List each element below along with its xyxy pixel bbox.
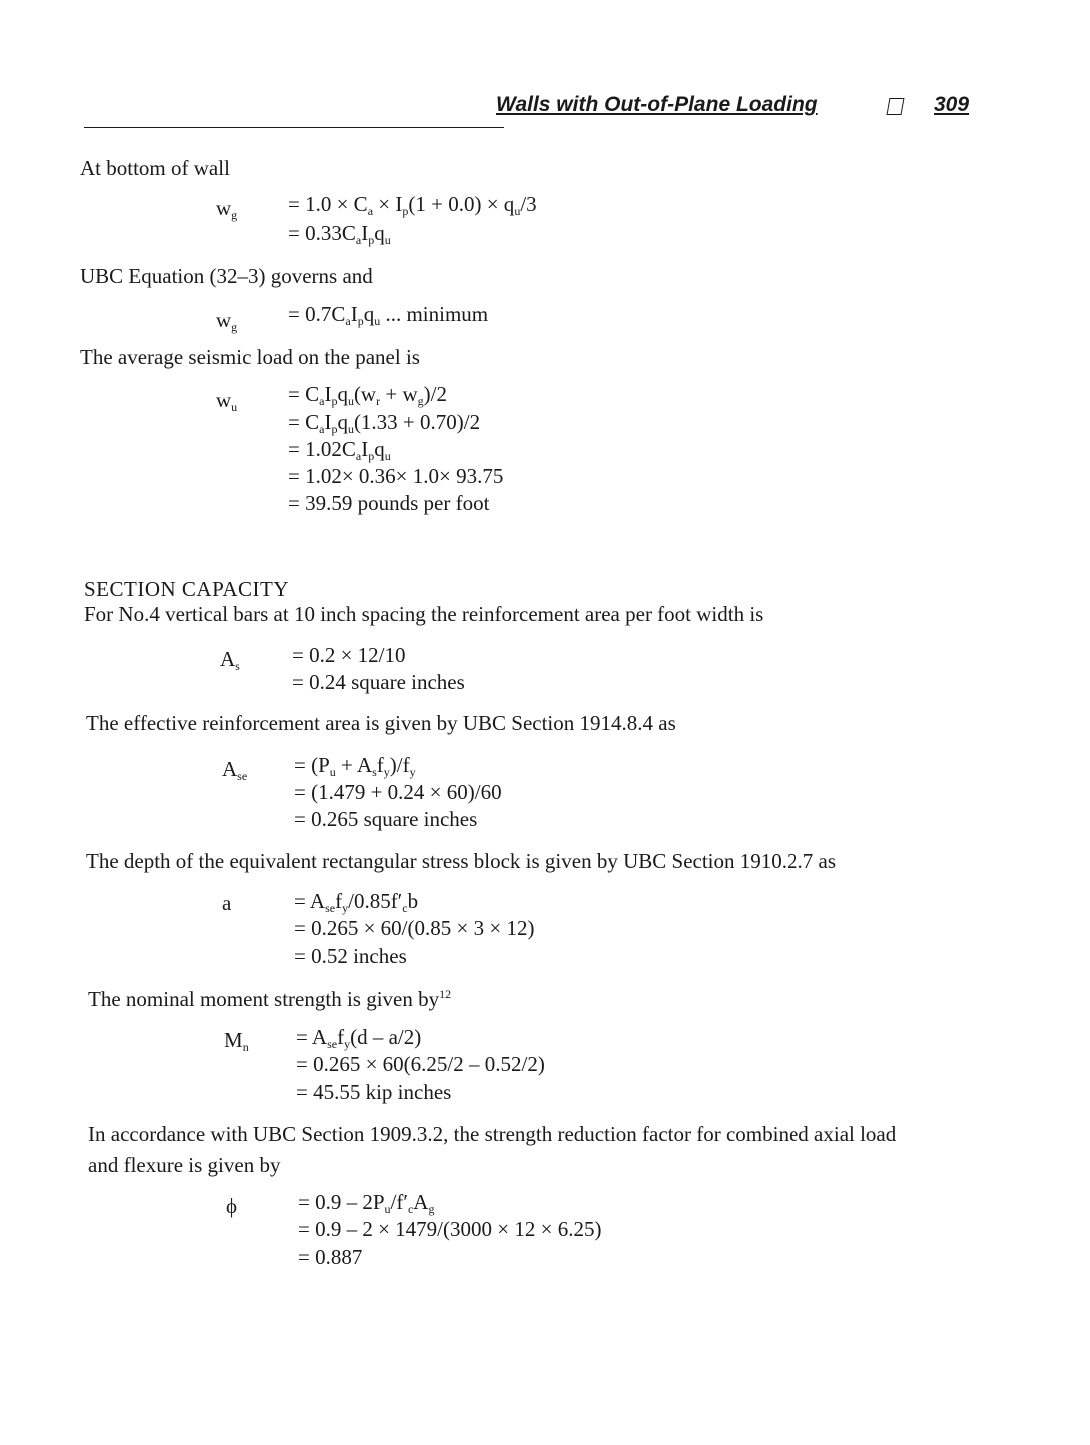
eq-a-line-1: = $A_{se}f_y/0.85f'_cb$ <box>294 889 419 915</box>
paragraph-effective-area: The effective reinforcement area is given by UBC Section 1914.8.4 as <box>86 711 676 735</box>
eq-phi-line-1: = $0.9 - 2P_u/f'_cA_g$ <box>298 1190 435 1216</box>
eq-symbol-wu: $w_u$ <box>216 388 238 414</box>
eq-mn-line-1: = $A_{se}f_y(d - a/2)$ <box>296 1025 422 1051</box>
paragraph-accordance-1: In accordance with UBC Section 1909.3.2, the strength reduction factor for combined axial load <box>88 1122 897 1146</box>
eq-symbol-ase: $A_{se}$ <box>222 757 248 783</box>
eq-symbol-mn: $M_n$ <box>224 1028 249 1054</box>
eq-as-line-2: = 0.24 square inches <box>292 670 465 694</box>
square-icon <box>887 98 905 115</box>
paragraph-stress-block: The depth of the equivalent rectangular stress block is given by UBC Section 1910.2.7 as <box>86 849 837 873</box>
section-heading: SECTION CAPACITY <box>84 577 289 601</box>
eq-as-line-1: = 0.2 × 12/10 <box>292 643 406 667</box>
header-title: Walls with Out-of-Plane Loading <box>496 93 818 116</box>
eq-wg-min: = $0.7C_aI_pq_u$ ... minimum <box>288 302 489 328</box>
eq-symbol-phi: ϕ <box>226 1194 238 1218</box>
footnote-ref: 12 <box>439 987 452 1001</box>
eq-symbol-wg-min: $w_g$ <box>216 308 238 334</box>
eq-phi-line-2: = 0.9 – 2 × 1479/(3000 × 12 × 6.25) <box>298 1217 602 1241</box>
eq-mn-line-2: = 0.265 × 60(6.25/2 – 0.52/2) <box>296 1052 545 1076</box>
eq-wu-line-2: = $C_aI_pq_u(1.33 + 0.70)/2$ <box>288 410 481 436</box>
paragraph-accordance-2: and flexure is given by <box>88 1153 281 1177</box>
running-header <box>84 93 978 129</box>
eq-ase-line-1: = $(P_u + A_sf_y)/f_y$ <box>294 753 416 779</box>
eq-symbol-a: a <box>222 891 232 915</box>
eq-wu-line-3: = $1.02C_aI_pq_u$ <box>288 437 391 463</box>
paragraph-average-load: The average seismic load on the panel is <box>80 345 420 369</box>
eq-symbol-wg: $w_g$ <box>216 196 238 222</box>
eq-a-line-3: = 0.52 inches <box>294 944 407 968</box>
eq-wg-line-2: = $0.33C_aI_pq_u$ <box>288 221 391 247</box>
paragraph-vertical-bars: For No.4 vertical bars at 10 inch spacing the reinforcement area per foot width is <box>84 602 764 626</box>
eq-phi-line-3: = 0.887 <box>298 1245 363 1269</box>
eq-ase-line-2: = (1.479 + 0.24 × 60)/60 <box>294 780 502 804</box>
page-number: 309 <box>934 93 970 116</box>
eq-wu-line-5: = 39.59 pounds per foot <box>288 491 490 515</box>
eq-wu-line-1: = $C_aI_pq_u(w_r + w_g)/2$ <box>288 382 447 408</box>
paragraph-ubc-equation: UBC Equation (32–3) governs and <box>80 264 373 288</box>
paragraph-bottom-wall: At bottom of wall <box>80 156 230 180</box>
eq-ase-line-3: = 0.265 square inches <box>294 807 478 831</box>
eq-symbol-as: $A_s$ <box>220 647 240 673</box>
eq-a-line-2: = 0.265 × 60/(0.85 × 3 × 12) <box>294 916 535 940</box>
eq-wg-line-1: = $1.0 \times C_a \times I_p(1 + 0.0) \times q_u/3$ <box>288 192 537 218</box>
eq-mn-line-3: = 45.55 kip inches <box>296 1080 452 1104</box>
eq-wu-line-4: = 1.02× 0.36× 1.0× 93.75 <box>288 464 504 488</box>
header-rule <box>84 127 504 128</box>
paragraph-nominal-moment: The nominal moment strength is given $by^{12}$ <box>88 987 452 1011</box>
